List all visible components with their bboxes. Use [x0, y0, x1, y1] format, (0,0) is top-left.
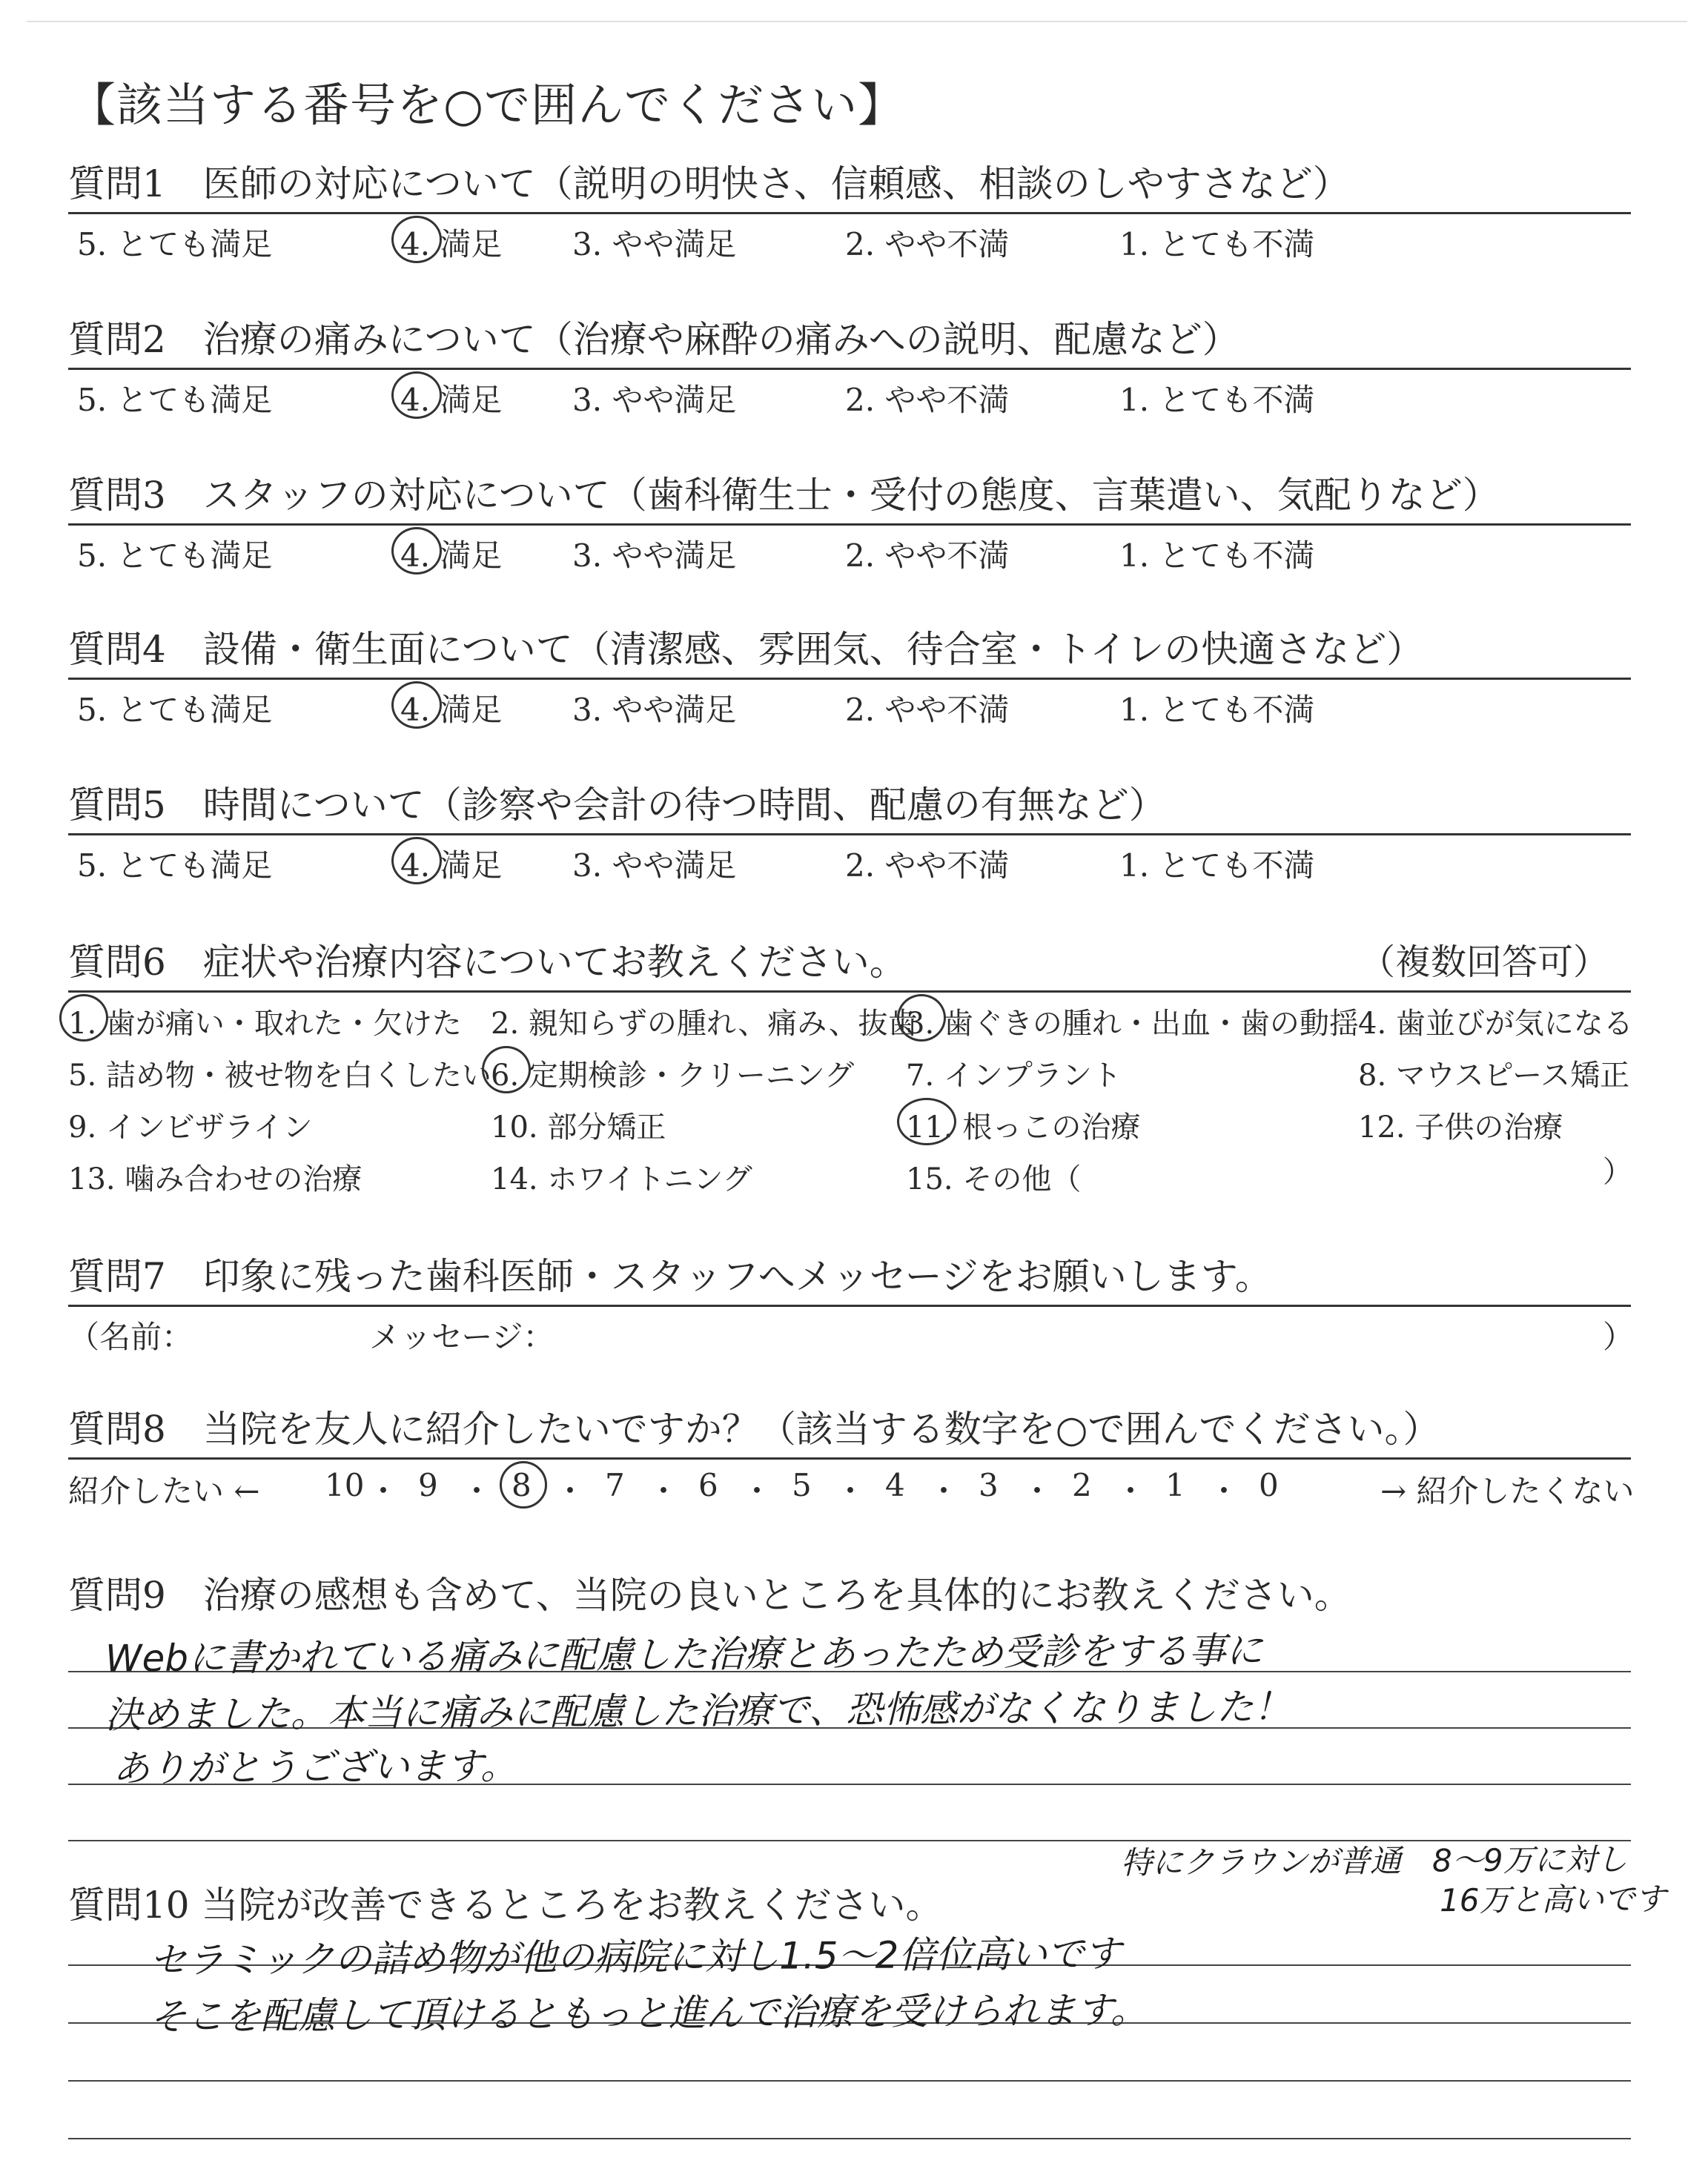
question-8-title: 質問8 当院を友人に紹介したいですか？（該当する数字を○で囲んでください。） — [68, 1408, 1440, 1451]
rating-options — [68, 680, 1631, 728]
rating-option[interactable]: 3. やや満足 — [572, 692, 737, 728]
rating-option[interactable]: 1. とても不満 — [1119, 226, 1315, 262]
page-heading: 【該当する番号を○で囲んでください】 — [70, 78, 905, 132]
symptom-option[interactable]: 15. その他（ — [906, 1162, 1082, 1196]
symptom-option[interactable]: 6. 定期検診・クリーニング — [491, 1059, 855, 1093]
q9-handwriting-line-1: Webに書かれている痛みに配慮した治療とあったため受診をする事に — [105, 1629, 1263, 1681]
selected-circle — [391, 681, 442, 729]
question-1-title: 質問1 医師の対応について（説明の明快さ、信頼感、相談のしやすさなど） — [68, 162, 1350, 205]
rating-option[interactable]: 3. やや満足 — [572, 226, 737, 262]
scale-separator: ・ — [555, 1473, 586, 1509]
recommend-scale — [68, 1460, 1635, 1509]
answer-line — [68, 2138, 1631, 2139]
scale-separator: ・ — [1208, 1473, 1240, 1509]
scale-separator: ・ — [1115, 1473, 1147, 1509]
rating-option[interactable]: 2. やや不満 — [845, 537, 1010, 574]
scale-number[interactable]: 7 — [605, 1467, 625, 1503]
question-2 — [68, 317, 1631, 418]
q10-handwritten-note-2: 16万と高いです — [1439, 1880, 1666, 1919]
scale-right-label: → 紹介したくない — [1380, 1473, 1635, 1509]
question-10-title: 質問10 当院が改善できるところをお教えください。 — [68, 1884, 943, 1927]
rating-option[interactable]: 5. とても満足 — [77, 226, 273, 262]
rating-option[interactable]: 2. やや不満 — [845, 847, 1010, 884]
rating-option[interactable]: 3. やや満足 — [572, 382, 737, 418]
rating-option[interactable]: 5. とても満足 — [77, 382, 273, 418]
message-row — [68, 1307, 1635, 1355]
scale-number[interactable]: 4 — [885, 1467, 905, 1503]
selected-circle — [482, 1046, 531, 1093]
scale-number[interactable]: 8 — [512, 1467, 532, 1503]
symptom-option[interactable]: 10. 部分矯正 — [491, 1110, 666, 1145]
scale-number[interactable]: 5 — [792, 1467, 812, 1503]
symptom-option[interactable]: 7. インプラント — [906, 1059, 1122, 1093]
scale-separator: ・ — [835, 1473, 867, 1509]
scale-separator: ・ — [368, 1473, 400, 1509]
rating-option[interactable]: 5. とても満足 — [77, 537, 273, 574]
selected-circle — [897, 1098, 956, 1145]
answer-lines-10 — [68, 1927, 1631, 2172]
rating-option[interactable]: 5. とても満足 — [77, 847, 273, 884]
symptom-option[interactable]: 4. 歯並びが気になる — [1358, 1007, 1633, 1041]
rating-options — [68, 214, 1631, 262]
scale-separator: ・ — [928, 1473, 960, 1509]
symptom-option[interactable]: 1. 歯が痛い・取れた・欠けた — [68, 1007, 462, 1041]
selected-circle — [500, 1461, 547, 1509]
question-8 — [68, 1407, 1635, 1509]
question-3 — [68, 473, 1631, 574]
rating-options — [68, 370, 1631, 418]
selected-circle — [897, 994, 946, 1042]
question-3-title: 質問3 スタッフの対応について（歯科衛生士・受付の態度、言葉遣い、気配りなど） — [68, 474, 1500, 517]
message-label: メッセージ： — [369, 1319, 555, 1355]
rating-options — [68, 526, 1631, 574]
question-6-title-text: 質問6 症状や治療内容についてお教えください。 — [68, 941, 907, 984]
question-5 — [68, 783, 1631, 884]
top-border — [27, 21, 1687, 22]
rating-option[interactable]: 2. やや不満 — [845, 226, 1010, 262]
symptom-option[interactable]: 5. 詰め物・被せ物を白くしたい — [68, 1059, 491, 1093]
symptom-options — [68, 993, 1631, 1208]
selected-circle — [391, 216, 442, 263]
answer-line — [68, 2080, 1631, 2082]
scale-number[interactable]: 0 — [1259, 1467, 1279, 1503]
question-10 — [68, 1841, 1666, 2172]
symptom-option[interactable]: 13. 噛み合わせの治療 — [68, 1162, 363, 1196]
question-7 — [68, 1254, 1635, 1355]
question-2-title: 質問2 治療の痛みについて（治療や麻酔の痛みへの説明、配慮など） — [68, 318, 1239, 361]
multi-answer-note: （複数回答可） — [1359, 941, 1609, 983]
question-9-title: 質問9 治療の感想も含めて、当院の良いところを具体的にお教えください。 — [68, 1574, 1351, 1617]
question-4-title: 質問4 設備・衛生面について（清潔感、雰囲気、待合室・トイレの快適さなど） — [68, 628, 1424, 671]
scale-separator: ・ — [461, 1473, 493, 1509]
symptom-option[interactable]: 2. 親知らずの腫れ、痛み、抜歯 — [491, 1007, 918, 1041]
q9-handwriting-line-3: ありがとうございます。 — [112, 1744, 518, 1790]
scale-number[interactable]: 6 — [698, 1467, 718, 1503]
rating-option[interactable]: 2. やや不満 — [845, 692, 1010, 728]
symptom-option[interactable]: 11. 根っこの治療 — [906, 1110, 1141, 1145]
rating-option[interactable]: 4. 満足 — [400, 847, 503, 884]
rating-option[interactable]: 1. とても不満 — [1119, 537, 1315, 574]
rating-option[interactable]: 5. とても満足 — [77, 692, 273, 728]
rating-options — [68, 835, 1631, 884]
question-7-title: 質問7 印象に残った歯科医師・スタッフへメッセージをお願いします。 — [68, 1255, 1272, 1298]
question-4 — [68, 627, 1631, 728]
symptom-option[interactable]: 9. インビザライン — [68, 1110, 313, 1145]
symptom-option[interactable]: 3. 歯ぐきの腫れ・出血・歯の動揺 — [906, 1007, 1359, 1041]
scale-left-label: 紹介したい ← — [68, 1473, 260, 1509]
rating-option[interactable]: 1. とても不満 — [1119, 382, 1315, 418]
question-6-title — [68, 940, 1631, 984]
question-1 — [68, 162, 1631, 262]
scale-separator: ・ — [648, 1473, 680, 1509]
rating-option[interactable]: 3. やや満足 — [572, 847, 737, 884]
q10-handwriting-line-2: そこを配慮して頂けるともっと進んで治療を受けられます。 — [149, 1988, 1148, 2039]
rating-option[interactable]: 1. とても不満 — [1119, 847, 1315, 884]
question-5-title: 質問5 時間について（診察や会計の待つ時間、配慮の有無など） — [68, 784, 1166, 827]
q10-handwritten-note: 特にクラウンが普通 8〜9万に対し — [1120, 1841, 1628, 1881]
scale-separator: ・ — [741, 1473, 773, 1509]
symptom-option[interactable]: 14. ホワイトニング — [491, 1162, 752, 1196]
selected-circle — [391, 371, 442, 419]
q9-handwriting-line-2: 決めました。本当に痛みに配慮した治療で、恐怖感がなくなりました！ — [105, 1685, 1291, 1737]
other-close-paren: ） — [1603, 1155, 1632, 1189]
selected-circle — [59, 994, 108, 1042]
scale-number[interactable]: 9 — [418, 1467, 438, 1503]
symptom-option[interactable]: 8. マウスピース矯正 — [1358, 1059, 1630, 1093]
question-6 — [68, 940, 1631, 1208]
scale-number[interactable]: 1 — [1165, 1467, 1185, 1503]
rating-option[interactable]: 4. 満足 — [400, 692, 503, 728]
scale-number[interactable]: 3 — [979, 1467, 999, 1503]
message-close-paren: ） — [1603, 1319, 1635, 1355]
name-label: （名前： — [68, 1319, 193, 1355]
rating-option[interactable]: 4. 満足 — [400, 537, 503, 574]
selected-circle — [391, 527, 442, 575]
rating-option[interactable]: 1. とても不満 — [1119, 692, 1315, 728]
q10-handwriting-line-1: セラミックの詰め物が他の病院に対し1.5〜2倍位高いです — [149, 1932, 1122, 1982]
symptom-option[interactable]: 12. 子供の治療 — [1358, 1110, 1563, 1145]
rating-option[interactable]: 4. 満足 — [400, 382, 503, 418]
scale-number[interactable]: 10 — [325, 1467, 365, 1503]
rating-option[interactable]: 4. 満足 — [400, 226, 503, 262]
scale-separator: ・ — [1022, 1473, 1053, 1509]
selected-circle — [391, 837, 442, 884]
scale-number[interactable]: 2 — [1072, 1467, 1092, 1503]
rating-option[interactable]: 2. やや不満 — [845, 382, 1010, 418]
rating-option[interactable]: 3. やや満足 — [572, 537, 737, 574]
